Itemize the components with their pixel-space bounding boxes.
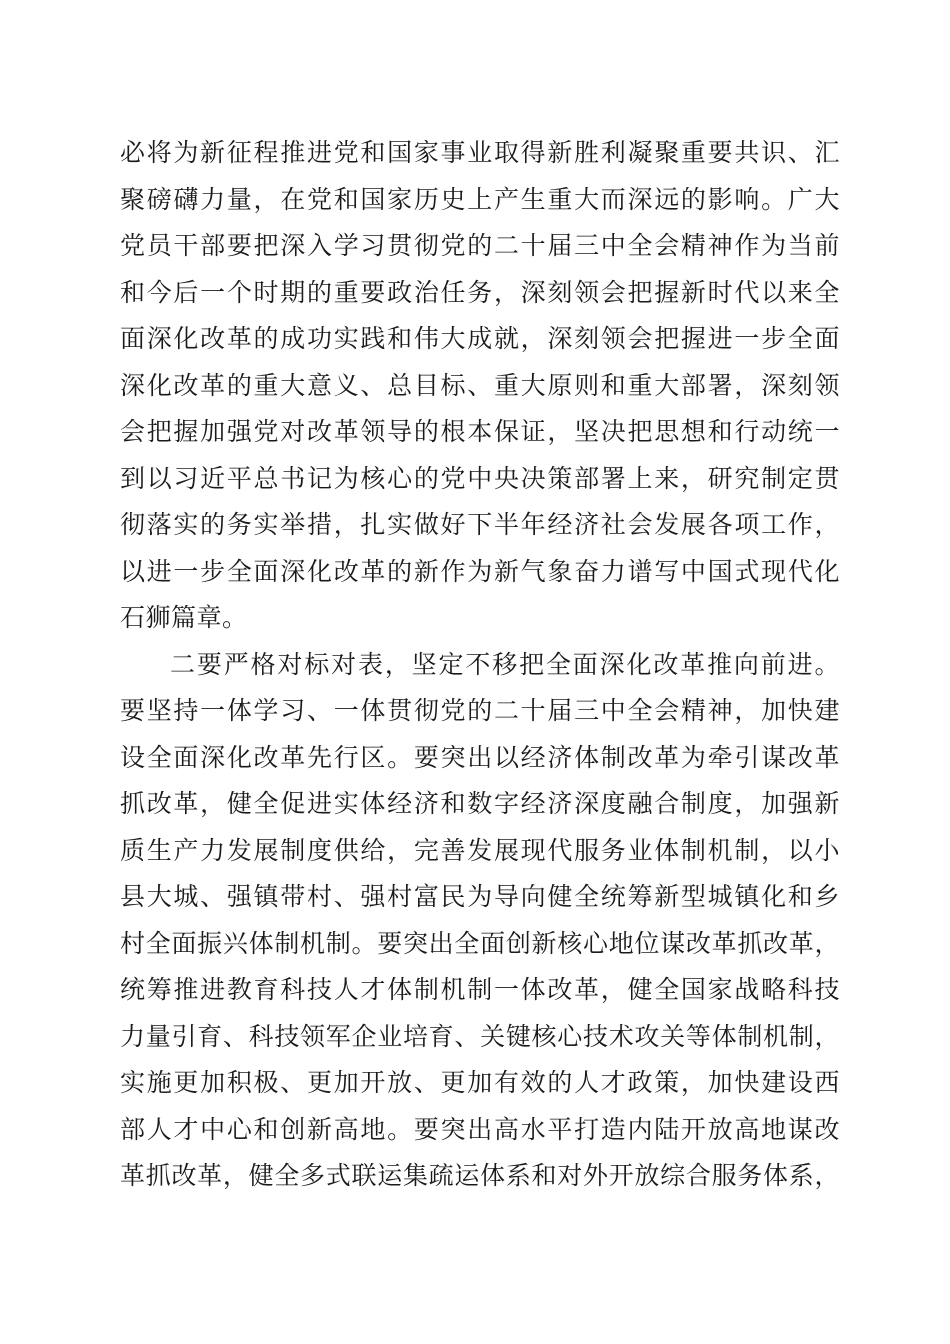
text-line: 到以习近平总书记为核心的党中央决策部署上来，研究制定贯	[120, 463, 840, 493]
text-line: 会把握加强党对改革领导的根本保证，坚决把思想和行动统一	[120, 417, 840, 446]
text-line: 部人才中心和创新高地。要突出高水平打造内陆开放高地谋改	[120, 1114, 840, 1144]
text-line: 县大城、强镇带村、强村富民为导向健全统筹新型城镇化和乡	[120, 882, 840, 911]
text-line: 面深化改革的成功实践和伟大成就，深刻领会把握进一步全面	[120, 324, 840, 353]
text-line: 以进一步全面深化改革的新作为新气象奋力谱写中国式现代化	[120, 556, 840, 586]
text-line: 聚磅礴力量，在党和国家历史上产生重大而深远的影响。广大	[120, 184, 840, 214]
text-line: 抓改革，健全促进实体经济和数字经济深度融合制度，加强新	[120, 789, 840, 818]
body-text	[120, 130, 840, 1200]
text-line: 设全面深化改革先行区。要突出以经济体制改革为牵引谋改革	[120, 742, 840, 772]
text-line: 深化改革的重大意义、总目标、重大原则和重大部署，深刻领	[120, 370, 840, 400]
text-line: 和今后一个时期的重要政治任务，深刻领会把握新时代以来全	[120, 277, 840, 307]
paragraph-1	[120, 130, 840, 642]
text-line: 二要严格对标对表，坚定不移把全面深化改革推向前进。	[170, 649, 840, 679]
text-line: 要坚持一体学习、一体贯彻党的二十届三中全会精神，加快建	[120, 696, 840, 725]
text-line: 必将为新征程推进党和国家事业取得新胜利凝聚重要共识、汇	[120, 138, 840, 167]
text-line: 石狮篇章。	[120, 603, 248, 632]
text-line: 党员干部要把深入学习贯彻党的二十届三中全会精神作为当前	[120, 231, 840, 260]
text-line: 革抓改革，健全多式联运集疏运体系和对外开放综合服务体系，	[120, 1161, 840, 1190]
text-line: 质生产力发展制度供给，完善发展现代服务业体制机制，以小	[120, 835, 840, 865]
text-line: 村全面振兴体制机制。要突出全面创新核心地位谋改革抓改革，	[120, 928, 840, 958]
text-line: 统筹推进教育科技人才体制机制一体改革，健全国家战略科技	[120, 975, 840, 1004]
text-line: 彻落实的务实举措，扎实做好下半年经济社会发展各项工作，	[120, 510, 840, 539]
paragraph-2	[120, 642, 840, 1200]
text-line: 力量引育、科技领军企业培育、关键核心技术攻关等体制机制，	[120, 1021, 840, 1051]
text-line: 实施更加积极、更加开放、更加有效的人才政策，加快建设西	[120, 1068, 840, 1097]
